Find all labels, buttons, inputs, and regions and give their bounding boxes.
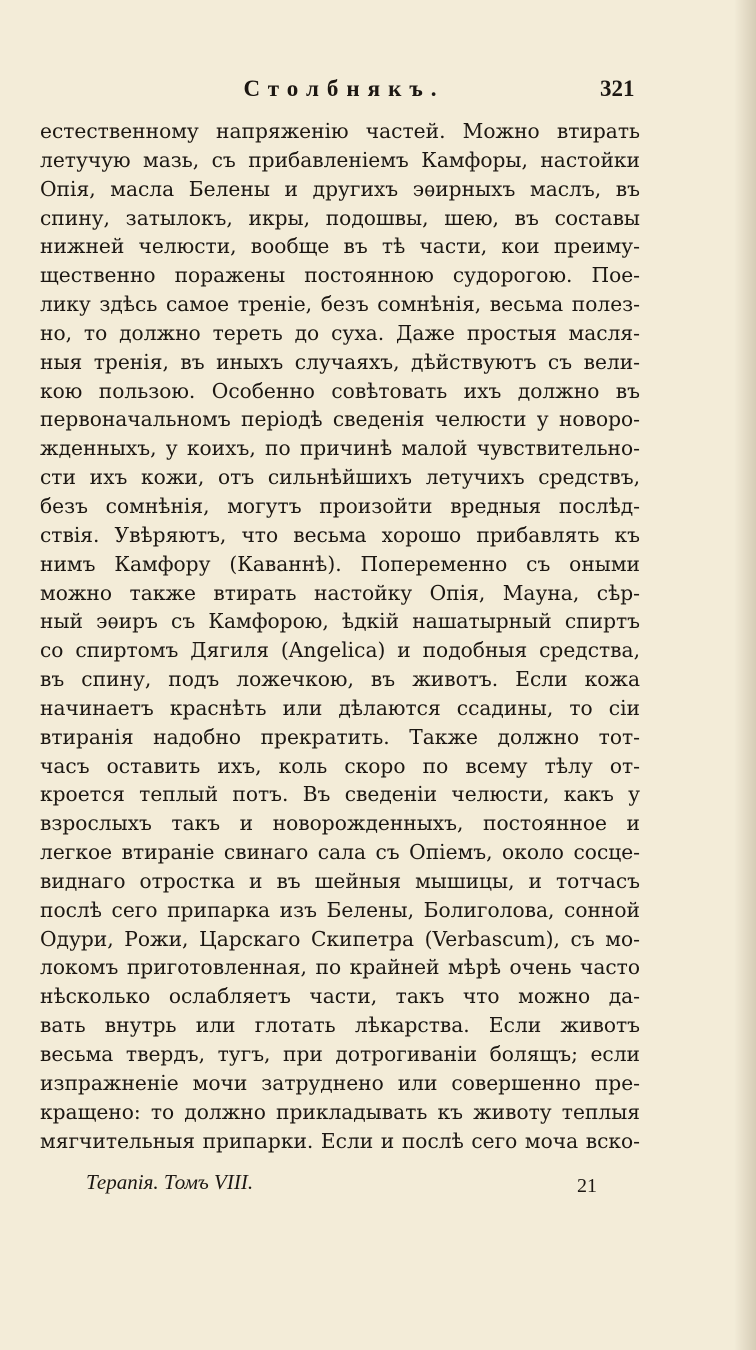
text-line: взрослыхъ такъ и новорожденныхъ, постоянное и — [40, 811, 640, 836]
running-head-title: Столбнякъ. — [243, 76, 445, 101]
text-line: кращено: то должно прикладывать къ животу теплыя — [40, 1099, 640, 1124]
text-line: но, то должно тереть до суха. Даже простыя масля- — [40, 320, 640, 345]
text-line: жденныхъ, у коихъ, по причинѣ малой чувствительно- — [40, 436, 640, 461]
signature-number: 21 — [577, 1175, 597, 1197]
text-line: нижней челюсти, вообще въ тѣ части, кои преиму- — [40, 234, 640, 259]
text-line: нѣсколько ослабляетъ части, такъ что можно да- — [40, 984, 640, 1009]
text-line: Опія, масла Белены и другихъ эѳирныхъ маслъ, въ — [40, 176, 640, 201]
text-line: щественно поражены постоянною судорогою. Пое- — [40, 263, 640, 288]
text-line: кою пользою. Особенно совѣтовать ихъ должно въ — [40, 378, 640, 403]
text-line: естественному напряженію частей. Можно втирать — [40, 119, 640, 143]
text-line: безъ сомнѣнія, могутъ произойти вредныя послѣд- — [40, 493, 640, 518]
text-line: втиранія надобно прекратить. Также должно тот- — [40, 724, 640, 749]
text-line: послѣ сего припарка изъ Белены, Болиголова, сонной — [40, 897, 640, 922]
text-line: спину, затылокъ, икры, подошвы, шею, въ составы — [40, 205, 640, 230]
text-line: начинаетъ краснѣть или дѣлаются ссадины, то сіи — [40, 695, 640, 720]
text-line: въ спину, подъ ложечкою, въ животъ. Если кожа — [40, 667, 640, 692]
text-line: весьма твердъ, тугъ, при дотрогиваніи болящъ; если — [40, 1042, 640, 1066]
text-line: сти ихъ кожи, отъ сильнѣйшихъ летучихъ средствъ, — [40, 465, 640, 490]
text-line: лику здѣсь самое треніе, безъ сомнѣнія, весьма полез- — [40, 292, 640, 317]
text-line: ствія. Увѣряютъ, что весьма хорошо прибавлять къ — [40, 522, 640, 547]
text-line: часъ оставить ихъ, коль скоро по всему тѣлу от- — [40, 753, 640, 778]
signature-mark: Терапія. Томъ VIII. — [86, 1170, 254, 1194]
text-line: виднаго отростка и въ шейныя мышицы, и тотчасъ — [40, 868, 640, 893]
text-line: летучую мазь, съ прибавленіемъ Камфоры, настойки — [40, 147, 640, 172]
text-line: ныя тренія, въ иныхъ случаяхъ, дѣйствуютъ съ вели- — [40, 349, 640, 374]
text-line: можно также втирать настойку Опія, Мауна, сѣр- — [40, 580, 640, 605]
text-line: вать внутрь или глотать лѣкарства. Если животъ — [40, 1013, 640, 1038]
text-line: нимъ Камфору (Каваннѣ). Попеременно съ оными — [40, 551, 640, 576]
running-head — [0, 0, 756, 110]
text-line: первоначальномъ періодѣ сведенія челюсти у новоро- — [40, 407, 640, 432]
text-line: Одури, Рожи, Царскаго Скипетра (Verbascum), съ мо- — [40, 926, 640, 951]
page-number: 321 — [600, 76, 635, 101]
text-line: мягчительныя припарки. Если и послѣ сего моча вско- — [40, 1128, 640, 1153]
text-line: локомъ приготовленная, по крайней мѣрѣ очень часто — [40, 955, 640, 980]
text-line: кроется теплый потъ. Въ сведеніи челюсти, какъ у — [40, 782, 640, 807]
text-line: легкое втираніе свинаго сала съ Опіемъ, около сосце- — [40, 840, 640, 865]
text-line: изпражненіе мочи затруднено или совершенно пре- — [40, 1070, 640, 1095]
text-line: ный эѳиръ съ Камфорою, ѣдкій нашатырный спиртъ — [40, 609, 640, 634]
body-text — [40, 117, 640, 1155]
text-line: со спиртомъ Дягиля (Angelica) и подобныя средства, — [40, 638, 640, 663]
page-edge-shadow — [734, 0, 756, 1350]
